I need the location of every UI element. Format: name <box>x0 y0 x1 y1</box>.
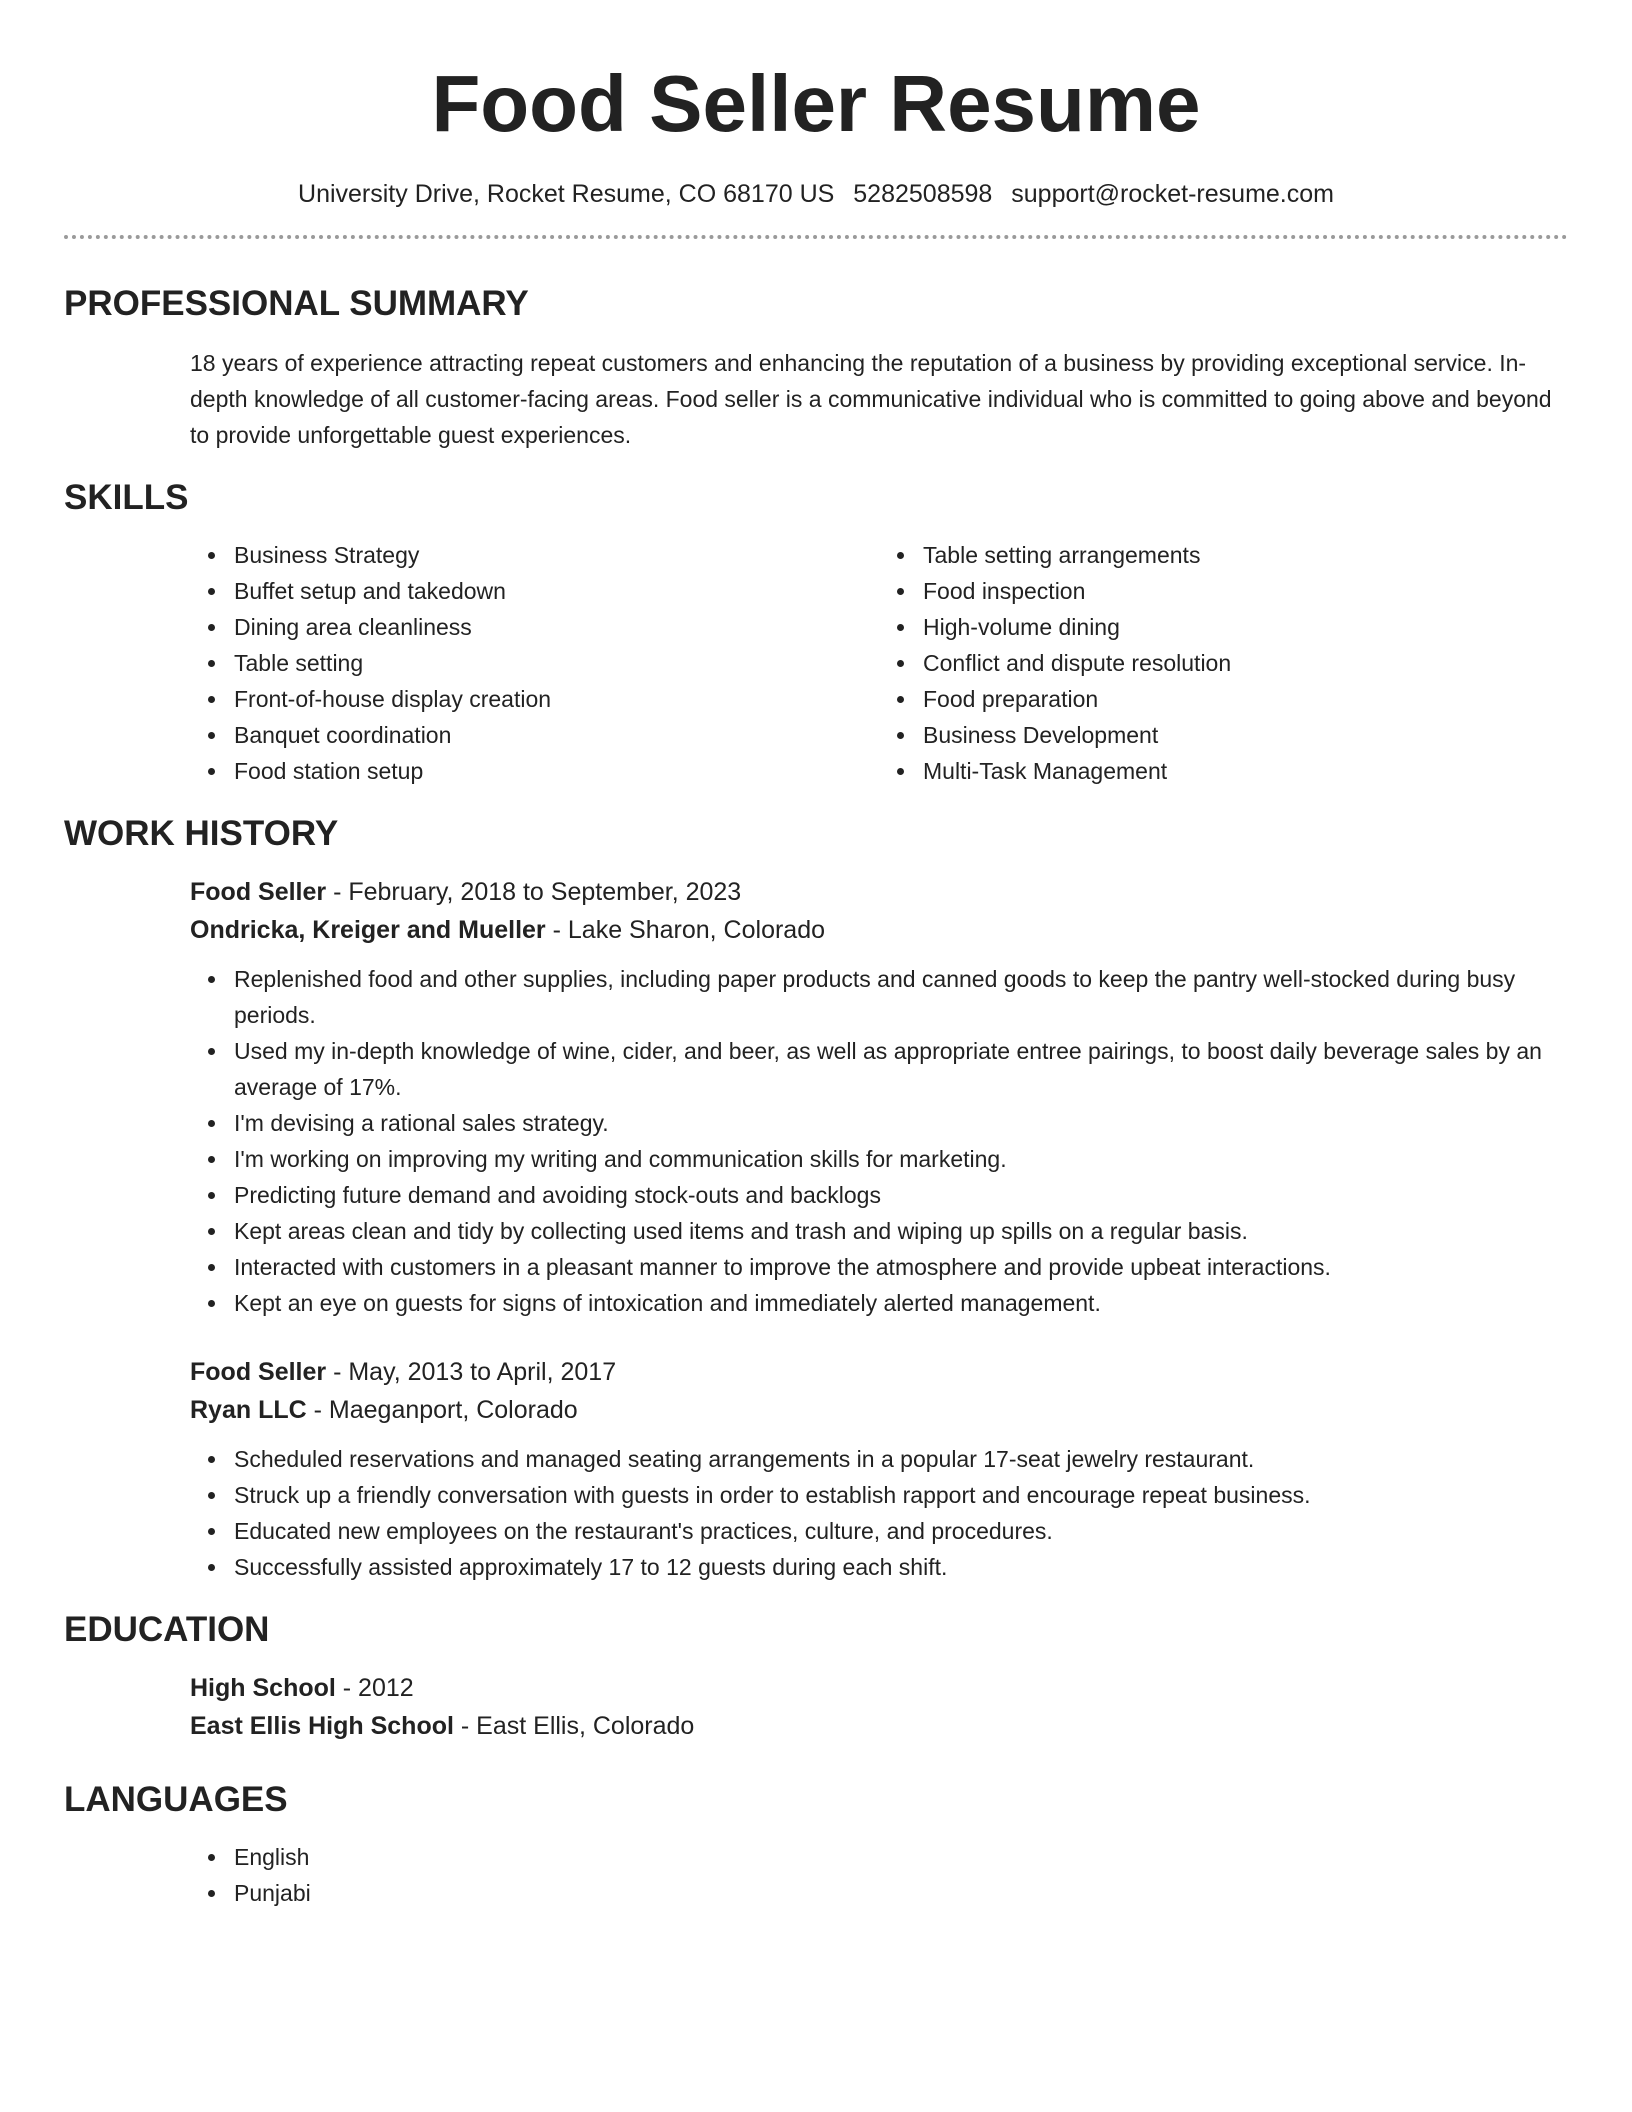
skill-item: Conflict and dispute resolution <box>923 645 1568 681</box>
education-degree-line <box>190 1669 1568 1707</box>
skills-grid <box>190 537 1568 789</box>
summary-section <box>64 345 1568 453</box>
skill-item: Food preparation <box>923 681 1568 717</box>
work-heading: WORK HISTORY <box>64 814 339 853</box>
education-location: - East Ellis, Colorado <box>453 1712 695 1740</box>
skills-list-left <box>190 537 879 789</box>
page-title: Food Seller Resume <box>431 59 1201 148</box>
skill-item: Food inspection <box>923 573 1568 609</box>
skill-item: Business Development <box>923 717 1568 753</box>
language-item: Punjabi <box>234 1875 1568 1911</box>
job-bullet: Scheduled reservations and managed seating arrangements in a popular 17-seat jewelry restaurant. <box>234 1441 1568 1477</box>
job-company: Ryan LLC <box>190 1396 307 1424</box>
job-dates: - February, 2018 to September, 2023 <box>326 878 742 906</box>
skill-item: Dining area cleanliness <box>234 609 879 645</box>
job-bullet: Kept an eye on guests for signs of intoxication and immediately alerted management. <box>234 1285 1568 1321</box>
job-bullet: Replenished food and other supplies, including paper products and canned goods to keep the pantry well-stocked during busy periods. <box>234 961 1568 1033</box>
skill-item: Table setting arrangements <box>923 537 1568 573</box>
skill-item: Banquet coordination <box>234 717 879 753</box>
job-company: Ondricka, Kreiger and Mueller <box>190 916 546 944</box>
language-item: English <box>234 1839 1568 1875</box>
skill-item: Table setting <box>234 645 879 681</box>
job-title-line <box>190 873 1568 911</box>
job-bullet: Struck up a friendly conversation with guests in order to establish rapport and encourage repeat business. <box>234 1477 1568 1513</box>
languages-heading: LANGUAGES <box>64 1780 288 1819</box>
education-school: East Ellis High School <box>190 1712 454 1740</box>
skill-item: Business Strategy <box>234 537 879 573</box>
skill-item: Front-of-house display creation <box>234 681 879 717</box>
job-bullet: I'm working on improving my writing and communication skills for marketing. <box>234 1141 1568 1177</box>
job-title: Food Seller <box>190 878 327 906</box>
header-divider <box>64 235 1568 239</box>
job-company-line <box>190 1391 1568 1429</box>
job-location: - Maeganport, Colorado <box>306 1396 578 1424</box>
languages-list <box>190 1839 1568 1911</box>
job-entry <box>190 873 1568 1321</box>
languages-section <box>64 1839 1568 1911</box>
education-school-line <box>190 1707 1568 1745</box>
contact-address: University Drive, Rocket Resume, CO 68170 US <box>298 180 835 208</box>
job-bullet: Predicting future demand and avoiding stock-outs and backlogs <box>234 1177 1568 1213</box>
skill-item: Buffet setup and takedown <box>234 573 879 609</box>
job-bullet: Educated new employees on the restaurant's practices, culture, and procedures. <box>234 1513 1568 1549</box>
skills-heading: SKILLS <box>64 478 189 517</box>
contact-line <box>64 180 1568 209</box>
skill-item: High-volume dining <box>923 609 1568 645</box>
job-dates: - May, 2013 to April, 2017 <box>326 1358 617 1386</box>
job-company-line <box>190 911 1568 949</box>
skill-item: Multi-Task Management <box>923 753 1568 789</box>
work-section <box>64 873 1568 1585</box>
job-entry <box>190 1353 1568 1585</box>
job-title-line <box>190 1353 1568 1391</box>
job-bullet: Kept areas clean and tidy by collecting used items and trash and wiping up spills on a regular basis. <box>234 1213 1568 1249</box>
job-bullet: Used my in-depth knowledge of wine, cider, and beer, as well as appropriate entree pairings, to boost daily beverage sales by an average of 17%. <box>234 1033 1568 1105</box>
job-bullet: Interacted with customers in a pleasant manner to improve the atmosphere and provide upbeat interactions. <box>234 1249 1568 1285</box>
skills-list-right <box>879 537 1568 789</box>
job-bullets <box>190 1441 1568 1585</box>
job-bullet: Successfully assisted approximately 17 to 12 guests during each shift. <box>234 1549 1568 1585</box>
education-degree: High School <box>190 1674 336 1702</box>
summary-text: 18 years of experience attracting repeat customers and enhancing the reputation of a business by providing exceptional service. In-depth knowledge of all customer-facing areas. Food seller is a communicative individual who is committed to going above and beyond to provide unforgettable guest experiences. <box>190 350 1552 448</box>
job-location: - Lake Sharon, Colorado <box>545 916 826 944</box>
job-bullets <box>190 961 1568 1321</box>
skills-section <box>64 537 1568 789</box>
contact-phone: 5282508598 <box>853 180 993 208</box>
job-bullet: I'm devising a rational sales strategy. <box>234 1105 1568 1141</box>
summary-heading: PROFESSIONAL SUMMARY <box>64 284 529 323</box>
skill-item: Food station setup <box>234 753 879 789</box>
education-section <box>64 1669 1568 1745</box>
job-title: Food Seller <box>190 1358 327 1386</box>
education-year: - 2012 <box>335 1674 414 1702</box>
contact-email: support@rocket-resume.com <box>1011 180 1334 208</box>
education-heading: EDUCATION <box>64 1610 270 1649</box>
